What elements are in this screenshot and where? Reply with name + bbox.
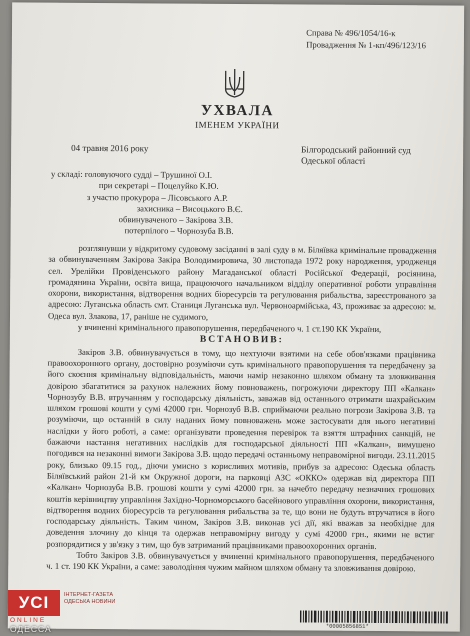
document-body [46, 243, 436, 575]
document-date: 04 травня 2016 року [71, 142, 149, 154]
paragraph: розглянувши у відкритому судовому засіданні в залі суду в м. Біляївка кримінальне провадження за обвинуваченням Закірова Закіра Володимировича, 30 листопада 1972 року народження, уродженця сел. Урелійки Провіденського району Магаданської області Російської Федерації, росіянина, громадянина України, освіта вища, працюючого начальником відділу оперативної роботи управління охорони, використання, відтворення водних біоресурсів та регулювання рибальства, зареєстрованого за адресою: Луганська область смт. Станиця Луганська вул. Червоноармійська, 43, проживає за адресою: м. Одеса вул. Злакова, 17, раніше не судимого, [47, 242, 437, 322]
document-page [8, 2, 464, 631]
document-subtitle: ІМЕНЕМ УКРАЇНИ [195, 119, 280, 131]
court-name [301, 144, 411, 167]
composition-row: потерпілого – Чорнозуба В.В. [124, 225, 234, 237]
watermark-logo [8, 590, 128, 632]
barcode-icon [300, 610, 448, 623]
court-line-1: Білгородський районний суд [301, 144, 411, 156]
paragraph: Тобто Закіров З.В. обвинувачується у вчиненні кримінального правопорушення, передбаченого ч. 1 ст. 190 КК України, а саме: заволодіння чужим майном шляхом обману та зловживання довірою. [46, 549, 435, 574]
composition-row: при секретарі – Поцелуйко К.Ю. [98, 180, 219, 192]
barcode-number: *00005856851* [325, 622, 369, 630]
watermark-city: ОДЕССА [10, 624, 52, 634]
document-title: УХВАЛА [201, 102, 274, 120]
court-composition [51, 169, 243, 238]
trident-emblem-icon [224, 67, 246, 99]
paragraph: у вчиненні кримінального правопорушення, передбаченого ч. 1 ст.190 КК України, [77, 321, 382, 335]
watermark-online: ONLINE [10, 617, 47, 624]
watermark-tagline: ІНТЕРНЕТ-ГАЗЕТА ОДЕСЬКА НОВИНИ [64, 592, 116, 605]
section-heading: ВСТАНОВИВ: [199, 335, 284, 346]
paragraph: Закіров З.В. обвинувачується в тому, що нехтуючи взятими на себе обов'язками працівника правоохоронного органу, достовірно розуміючи суть кримінального правопорушення та передбачену за його скоєння кримінальну відповідальність, маючи намір незаконно шляхом обману та зловживання довірою збагатитися за рахунок належних йому повноважень, погрожуючи директору ПП «Калкан» Чорнозубу В.В. втручанням у господарську діяльність, заважав від останнього отримати шахрайським шляхом грошові кошти у сумі 42000 грн. Чорнозуб В.В. сприймаючи реально погрози Закірова З.В. та розуміючи, що останній в силу наданих йому повноважень може застосувати для нього негативні наслідки у його роботі, а саме: організувати проведення перевірок та взяття штрафних санкцій, не бажаючи настання негативних наслідків для господарської діяльності ПП «Калкан», вимушено погодився на незаконні вимоги Закірова З.В. щодо передачі останньому неправомірної вигоди. 23.11.2015 року, близько 09.15 год., діючи умисно з корисливих мотивів, прибув за адресою: Одеська область Біляївський район 21-й км Окружної дороги, на парковці АЗС «ОККО» одержав від директора ПП «Калкан» Чорнозуба В.В. грошові кошти у сумі 42000 грн. за начебто передачу незначних грошових коштів керівництву управління Західно-Чорноморського басейнового управління охорони, використання, відтворення водних біоресурсів та регулювання рибальства за те, що вони не будуть втручатися в його господарську діяльність. Таким чином, Закіров З.В. виконав усі дії, які вважав за необхідне для доведення злочину до кінця та одержав неправомірну вигоду у сумі 42000 грн., якими не встиг розпорядитися у зв'язку з тим, що був затриманий працівниками правоохоронних органів. [46, 346, 436, 551]
composition-row: захисника – Висоцького В.Є. [136, 203, 243, 214]
watermark-brand: УСІ [8, 590, 60, 616]
proceeding-number: Провадження № 1-кп/496/123/16 [306, 39, 426, 51]
composition-row: з участю прокурора – Лісовського А.Р. [86, 191, 228, 203]
composition-row: обвинуваченого – Закірова З.В. [118, 214, 234, 226]
court-line-2: Одеської області [301, 155, 366, 166]
case-reference [306, 26, 426, 51]
case-number: Справа № 496/1054/16-к [306, 27, 396, 39]
composition-row: у складі: головуючого судді – Трушиної О.І. [50, 168, 213, 180]
